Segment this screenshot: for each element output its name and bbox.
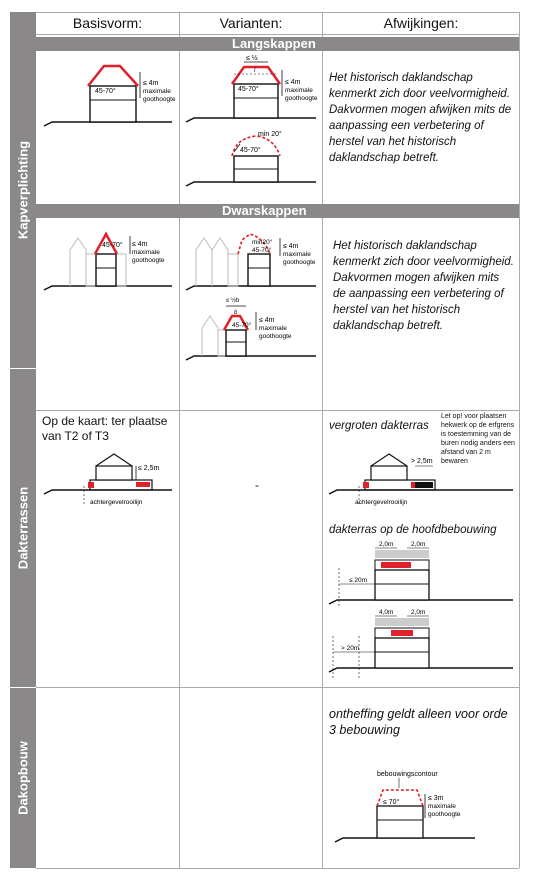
angle-label: 45-70° <box>102 242 123 249</box>
height-label: ≤ 3m <box>428 795 444 802</box>
figure-dwarskap-basis <box>40 226 176 296</box>
dim-a-label: 2,0m <box>379 541 394 548</box>
figure-langskap-variant-2 <box>182 128 320 190</box>
contour-label: bebouwingscontour <box>377 771 438 778</box>
figure-dwarskap-variant-1 <box>182 226 320 294</box>
grid-line <box>322 12 323 868</box>
top-label: ≤ ½ <box>246 55 258 62</box>
dakopbouw-afwijking-text: ontheffing geldt alleen voor orde 3 bebouwing <box>329 707 508 737</box>
dakterras-hoofd-title: dakterras op de hoofdbebouwing <box>329 524 497 536</box>
angle-label: 45-70° <box>252 247 272 254</box>
figure-dakterras-hoofd-1 <box>325 540 517 610</box>
height-label: ≤ 4m <box>259 317 275 324</box>
angle-label: 45-70° <box>232 322 252 329</box>
min-angle-label: min 20° <box>258 131 282 138</box>
rooilijn-label: achtergevelrooilijn <box>355 499 408 506</box>
label-goothoogte: goothoogte <box>132 257 165 264</box>
label-maximale: maximale <box>143 88 171 95</box>
label-goothoogte: goothoogte <box>283 259 316 266</box>
dim-label: > 2,5m <box>411 458 433 465</box>
top-label: ≤ ½b <box>226 298 240 304</box>
dim-b-label: 2,0m <box>411 609 426 616</box>
band-langskappen <box>36 37 519 51</box>
grid-line <box>36 34 519 35</box>
dwarskap-afwijking-text: Het historisch daklandschap kenmerkt zich door veelvormigheid. Dakvormen mogen afwijken mits de aanpassing een verbetering of herstel van het historisch daklandschap betreft. <box>333 240 514 332</box>
header-afwijkingen: Afwijkingen: <box>383 15 459 31</box>
figure-langskap-basis <box>40 60 176 130</box>
header-basisvorm: Basisvorm: <box>72 15 143 31</box>
band-dwarskappen <box>36 204 519 218</box>
header-varianten: Varianten: <box>219 15 283 31</box>
label-goothoogte: goothoogte <box>285 95 318 102</box>
label-goothoogte: goothoogte <box>428 811 461 818</box>
l-label: l <box>254 68 256 74</box>
figure-dwarskap-variant-2 <box>182 294 320 364</box>
min-angle-label: min20° <box>252 239 273 246</box>
label-goothoogte: goothoogte <box>259 333 292 340</box>
angle-label: ≤ 70° <box>383 799 400 806</box>
label-maximale: maximale <box>132 249 160 256</box>
angle-label: 45-70° <box>95 88 116 95</box>
grid-line <box>36 868 519 869</box>
angle-label: 45-70° <box>240 147 261 154</box>
grid-line <box>36 687 519 688</box>
height-label: ≤ 4m <box>285 79 301 86</box>
section-label-dakterrassen: Dakterrassen <box>15 486 31 570</box>
langskap-afwijking-text: Het historisch daklandschap kenmerkt zich door veelvormigheid. Dakvormen mogen afwijken mits de aanpassing een verbetering of herstel van het historisch daklandschap betreft. <box>329 72 512 164</box>
label-maximale: maximale <box>283 251 311 258</box>
dakterras-variant-text: - <box>255 478 259 492</box>
section-label-dakopbouw: Dakopbouw <box>15 741 31 815</box>
label-maximale: maximale <box>285 87 313 94</box>
figure-dakterras-afwijking <box>325 452 517 512</box>
section-dakterrassen <box>10 369 36 687</box>
band-label-langskappen: Langskappen <box>232 36 316 51</box>
height-label: ≤ 4m <box>143 80 159 87</box>
height-label: ≤ 4m <box>132 241 148 248</box>
figure-dakopbouw <box>325 768 517 858</box>
dim-a-label: 4,0m <box>379 609 394 616</box>
height-label: ≤ 4m <box>283 243 299 250</box>
dakterras-note: Let op! voor plaatsen hekwerk op de erfgrens is toestemming van de buren nodig anders een afstand van 2 m bewaren <box>441 413 515 465</box>
label-maximale: maximale <box>259 325 287 332</box>
figure-dakterras-basis <box>40 452 176 512</box>
label-goothoogte: goothoogte <box>143 96 176 103</box>
dim-b-label: 2,0m <box>411 541 426 548</box>
dakterras-basis-text: Op de kaart: ter plaatse van T2 of T3 <box>42 414 168 443</box>
section-dakopbouw <box>10 688 36 868</box>
section-kapverplichting <box>10 12 36 368</box>
b-label: b <box>234 310 238 316</box>
angle-label: 45-70° <box>238 86 259 93</box>
rooilijn-label: achtergevelrooilijn <box>90 499 143 506</box>
dim-label: ≤ 2,5m <box>138 465 160 472</box>
figure-langskap-variant-1 <box>182 52 320 127</box>
figure-dakterras-hoofd-2 <box>325 608 517 680</box>
dim-c-label: > 20m <box>341 645 360 652</box>
grid-line <box>36 12 519 13</box>
grid-line <box>36 410 519 411</box>
band-label-dwarskappen: Dwarskappen <box>222 203 307 218</box>
label-maximale: maximale <box>428 803 456 810</box>
dakterras-afwijking-title: vergroten dakterras <box>329 420 429 432</box>
section-label-kapverplichting: Kapverplichting <box>15 140 31 240</box>
grid-line <box>519 12 520 868</box>
grid-line <box>179 12 180 868</box>
dim-c-label: ≤ 20m <box>349 577 368 584</box>
